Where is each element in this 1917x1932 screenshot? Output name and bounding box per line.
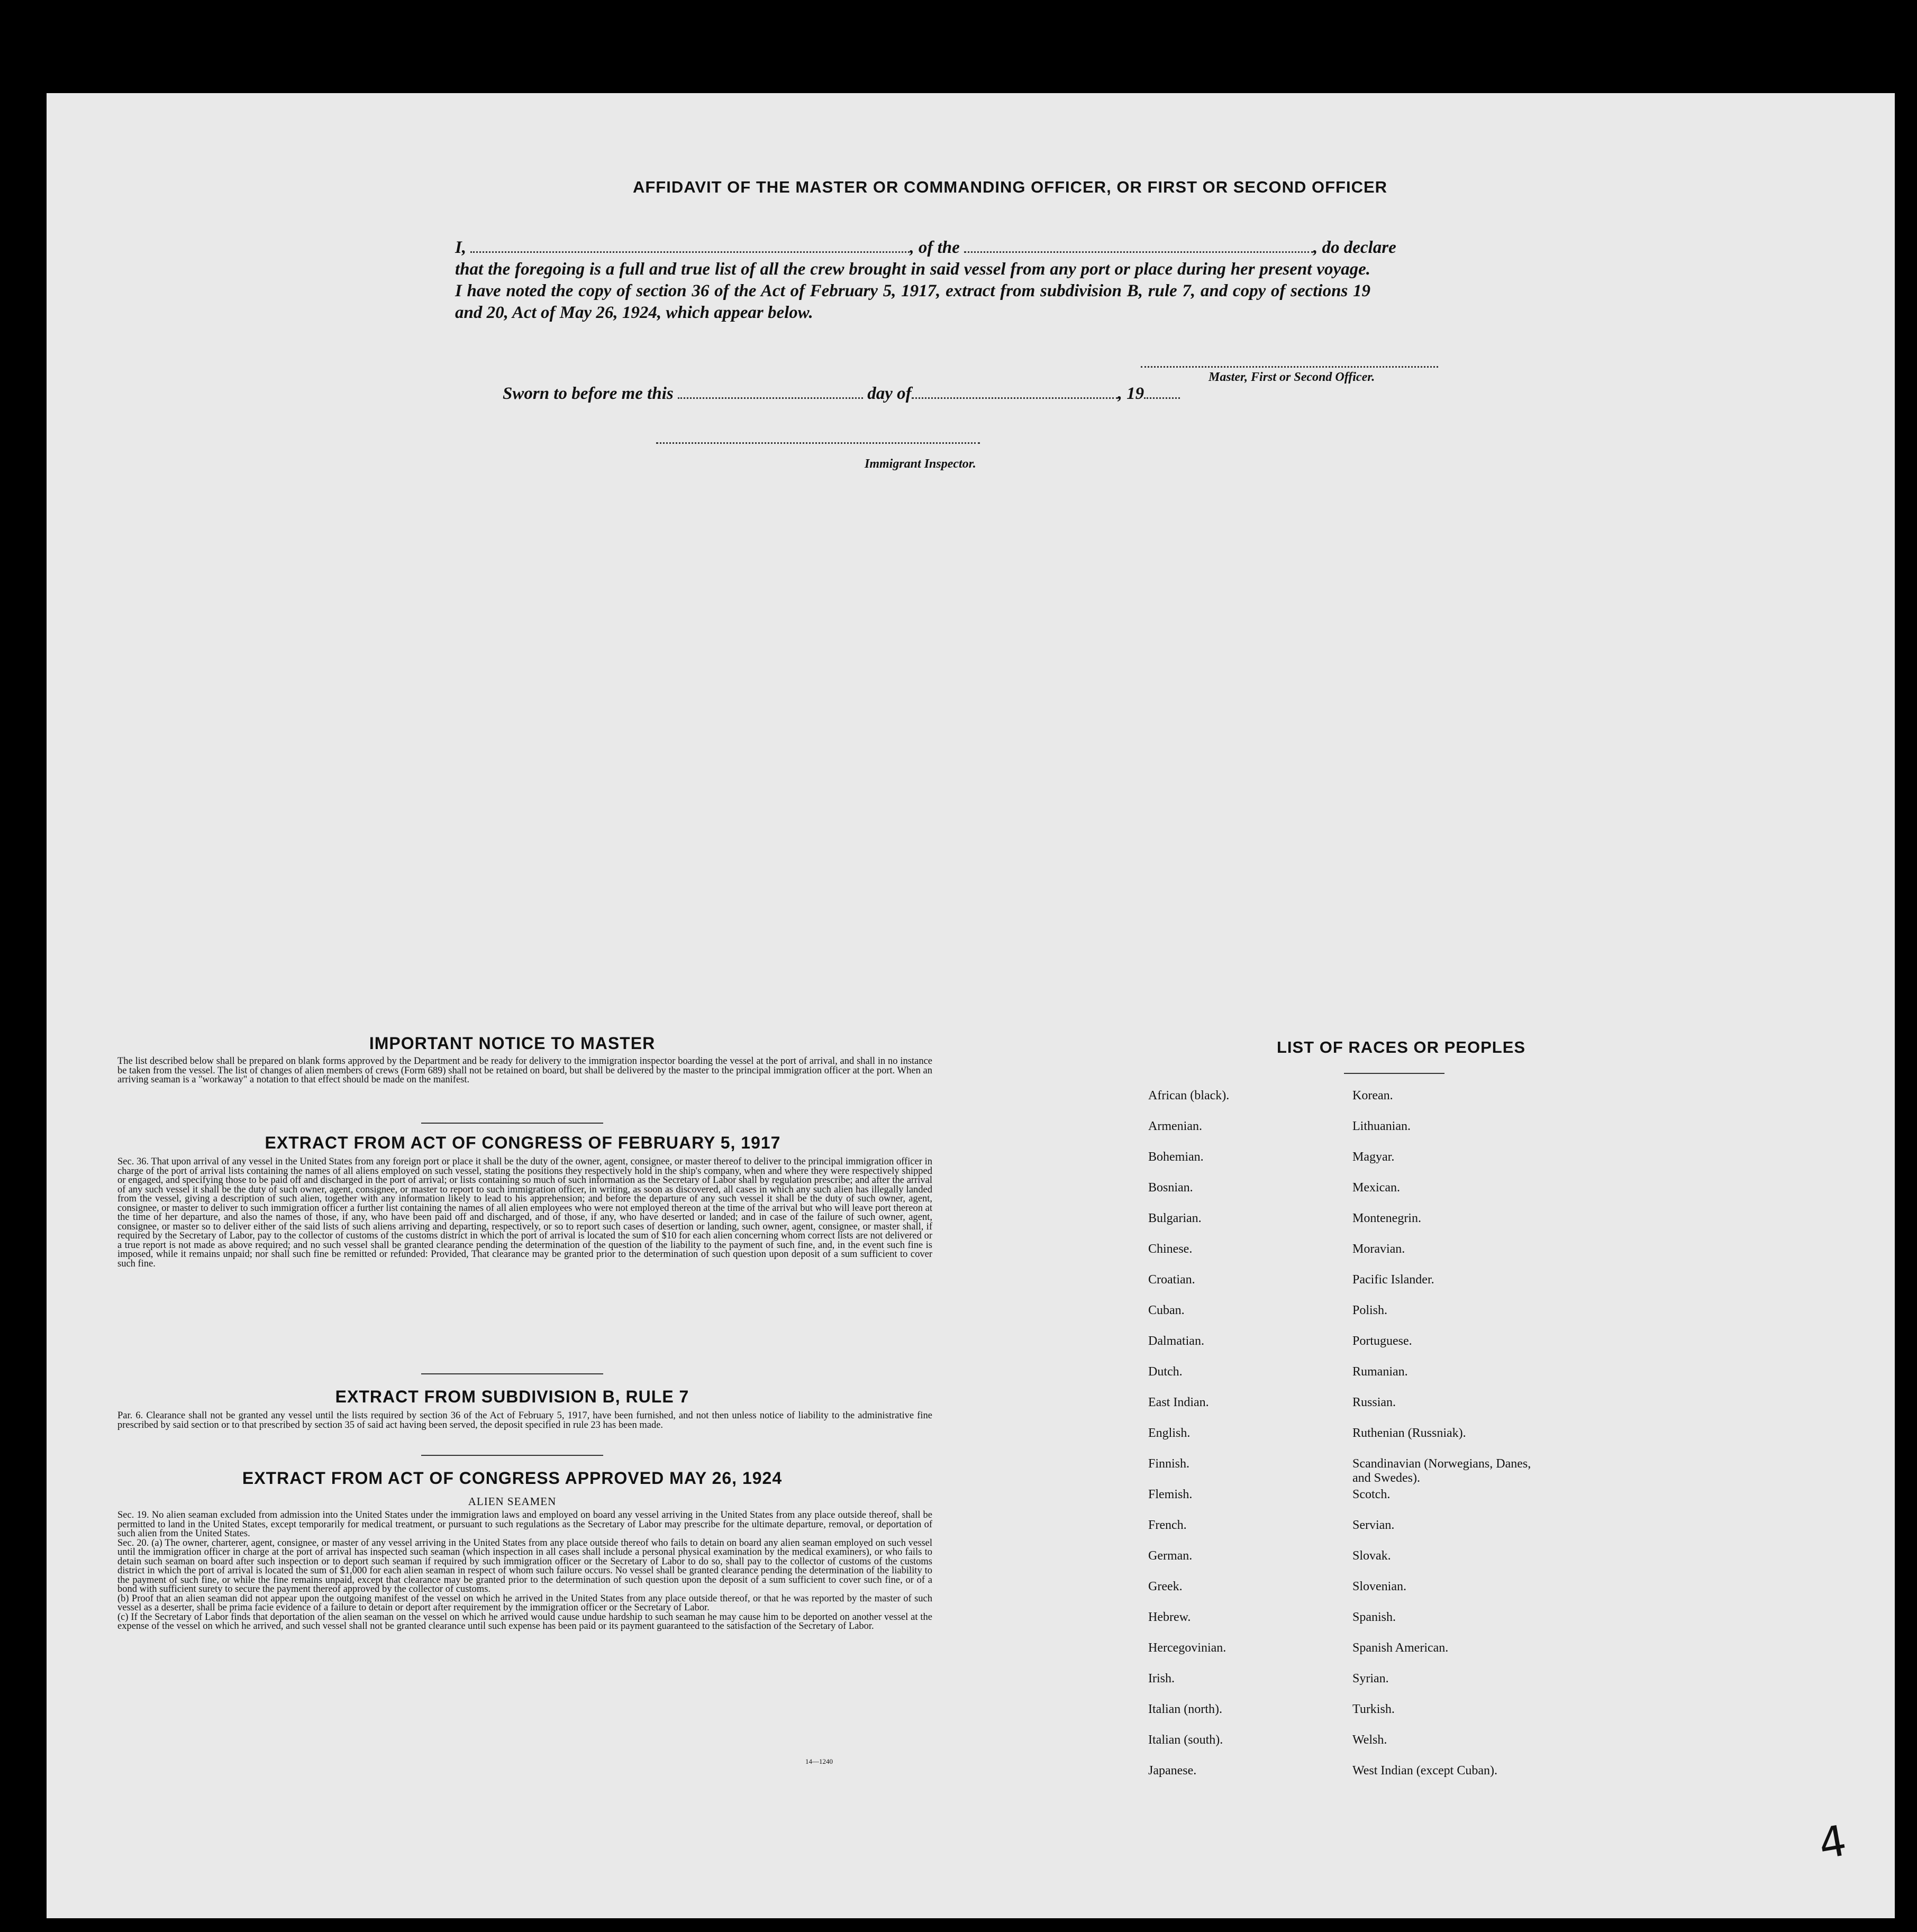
- race-item: Greek.: [1148, 1580, 1183, 1593]
- race-item: Slovenian.: [1352, 1580, 1406, 1593]
- sworn-label: Sworn to before me this: [503, 384, 674, 403]
- divider: [421, 1455, 603, 1456]
- rule7-text: Par. 6. Clearance shall not be granted any vessel until the lists required by section 36 of the Act of February 5, 1917, have been furnished, and not then unless notice of liability to the administrative fine prescribed by said section or to that prescribed by section 35 of said act having been served, the deposit specified in rule 23 has been made.: [117, 1410, 932, 1430]
- extract-1924-title: EXTRACT FROM ACT OF CONGRESS APPROVED MAY 26, 1924: [242, 1469, 783, 1488]
- race-item: Polish.: [1352, 1304, 1388, 1317]
- affidavit-title: AFFIDAVIT OF THE MASTER OR COMMANDING OFFICER, OR FIRST OR SECOND OFFICER: [632, 178, 1388, 196]
- race-item: Chinese.: [1148, 1242, 1193, 1256]
- race-item: Italian (north).: [1148, 1702, 1222, 1716]
- race-item: Flemish.: [1148, 1488, 1193, 1501]
- race-item: Montenegrin.: [1352, 1211, 1421, 1225]
- vessel-blank[interactable]: [964, 240, 1313, 253]
- extract-1917-text: Sec. 36. That upon arrival of any vessel in the United States from any foreign port or place it shall be the duty of the owner, agent, consignee, or master thereof to deliver to the principal immigration officer in charge of the port of arrival lists containing the names of all aliens employed on such vessel, stating the positions they respectively hold in the ship's company, when and where they were respectively shipped or engaged, and specifying those to be paid off and discharged in the port of arrival; or lists containing so much of such information as the Secretary of Labor shall by regulation prescribe; and after the arrival of any such vessel it shall be the duty of such owner, agent, consignee, or master to report to such immigration officer, in writing, as soon as discovered, all cases in which any such alien has illegally landed from the vessel, giving a description of such alien, together with any information likely to lead to his apprehension; and before the departure of any such vessel it shall be the duty of such owner, agent, consignee, or master to deliver to such immigration officer a further list containing the names of all alien employees who were not employed thereon at the time of the arrival but who will leave port thereon at the time of her departure, and also the names of those, if any, who have been paid off and discharged, and of those, if any, who have deserted or landed; and in case of the failure of such owner, agent, consignee, or master so to deliver either of the said lists of such aliens arriving and departing, respectively, or so to report such cases of desertion or landing, such owner, agent, consignee, or master shall, if required by the Secretary of Labor, pay to the collector of customs of the customs district in which the port of arrival is located the sum of $10 for each alien concerning whom correct lists are not delivered or a true report is not made as above required; and no such vessel shall be granted clearance pending the determination of the question of the liability to the payment of such fine, and, in the event such fine is imposed, while it remains unpaid; nor shall such fine be remitted or refunded: Provided, That clearance may be granted prior to the determination of such question upon deposit of a sum sufficient to cover such fine.: [117, 1156, 932, 1269]
- year-label: , 19: [1118, 384, 1144, 403]
- race-item: Pacific Islander.: [1352, 1273, 1434, 1287]
- race-item: Bulgarian.: [1148, 1211, 1202, 1225]
- race-item: French.: [1148, 1518, 1187, 1532]
- affidavit-declaration: [455, 237, 1396, 324]
- divider: [1344, 1073, 1444, 1074]
- race-item: German.: [1148, 1549, 1193, 1563]
- declaration-text: that the foregoing is a full and true list of all the crew brought in said vessel from any port or place during her present voyage. I have noted the copy of section 36 of the Act of February 5, 1917, extract from subdivision B, rule 7, and copy of sections 19 and 20, Act of May 26, 1924, which appear below.: [455, 260, 1370, 322]
- race-item: Italian (south).: [1148, 1733, 1223, 1747]
- divider: [421, 1373, 603, 1374]
- month-blank[interactable]: [912, 386, 1118, 399]
- race-item: Moravian.: [1352, 1242, 1405, 1256]
- race-item: Hercegovinian.: [1148, 1641, 1226, 1655]
- race-item: Slovak.: [1352, 1549, 1391, 1563]
- notice-title: IMPORTANT NOTICE TO MASTER: [369, 1034, 656, 1053]
- rule7-title: EXTRACT FROM SUBDIVISION B, RULE 7: [335, 1387, 689, 1406]
- i-label: I,: [455, 238, 467, 257]
- race-item: East Indian.: [1148, 1396, 1209, 1409]
- race-item: Magyar.: [1352, 1150, 1395, 1164]
- sec19-text: Sec. 19. No alien seaman excluded from admission into the United States under the immigration laws and employed on board any vessel arriving in the United States from any place outside thereof, shall be permitted to land in the United States, except temporarily for medical treatment, or pursuant to such regulations as the Secretary of Labor may prescribe for the ultimate departure, removal, or deportation of such alien from the United States.: [117, 1510, 932, 1539]
- sec20b-text: (b) Proof that an alien seaman did not appear upon the outgoing manifest of the vessel on which he arrived in the United States from any place outside thereof, or that he was reported by the master of such vessel as a deserter, shall be prima facie evidence of a failure to detain or deport after requirement by the immigration officer or the Secretary of Labor.: [117, 1593, 932, 1613]
- do-declare-label: , do declare: [1313, 238, 1396, 257]
- officer-signature-label: Master, First or Second Officer.: [1209, 370, 1375, 384]
- race-item: African (black).: [1148, 1089, 1230, 1102]
- sec20c-text: (c) If the Secretary of Labor finds that deportation of the alien seaman on the vessel on which he arrived would cause undue hardship to such seaman he may cause him to be deported on another vessel at the expense of the vessel on which he arrived, and such vessel shall not be granted clearance until such expense has been paid or its payment guaranteed to the satisfaction of the Secretary of Labor.: [117, 1611, 932, 1632]
- race-item: English.: [1148, 1426, 1191, 1440]
- notice-text: The list described below shall be prepared on blank forms approved by the Department and be ready for delivery to the immigration inspector boarding the vessel at the port of arrival, and shall in no instance be taken from the vessel. The list of changes of alien members of crews (Form 689) shall not be retained on board, but shall be delivered by the master to the principal immigration officer at the port. When an arriving seaman is a "workaway" a notation to that effect should be made on the manifest.: [117, 1056, 932, 1085]
- sworn-statement: [503, 384, 1180, 404]
- race-item: Spanish American.: [1352, 1641, 1449, 1655]
- year-blank[interactable]: [1144, 386, 1180, 399]
- race-item: Bosnian.: [1148, 1181, 1193, 1195]
- officer-signature-line[interactable]: [1141, 366, 1438, 368]
- race-item: Croatian.: [1148, 1273, 1195, 1287]
- race-item: Mexican.: [1352, 1181, 1400, 1195]
- race-item: Rumanian.: [1352, 1365, 1408, 1379]
- name-blank[interactable]: [470, 240, 910, 253]
- extract-1924-subtitle: ALIEN SEAMEN: [468, 1495, 557, 1508]
- race-item: Hebrew.: [1148, 1610, 1191, 1624]
- document-page: [47, 93, 1895, 1918]
- of-the-label: , of the: [910, 238, 960, 257]
- day-blank[interactable]: [678, 386, 863, 399]
- race-item: Dutch.: [1148, 1365, 1183, 1379]
- form-number: 14—1240: [805, 1757, 833, 1765]
- race-item: Japanese.: [1148, 1764, 1197, 1778]
- race-item: Servian.: [1352, 1518, 1395, 1532]
- divider: [421, 1123, 603, 1124]
- race-item: Armenian.: [1148, 1119, 1202, 1133]
- race-item: Russian.: [1352, 1396, 1396, 1409]
- page-mark: 4: [1815, 1816, 1850, 1869]
- race-item: Turkish.: [1352, 1702, 1395, 1716]
- inspector-label: Immigrant Inspector.: [865, 457, 976, 471]
- race-item: Bohemian.: [1148, 1150, 1204, 1164]
- race-item: Scotch.: [1352, 1488, 1391, 1501]
- extract-1924-body: [117, 1511, 932, 1632]
- race-item: Dalmatian.: [1148, 1334, 1204, 1348]
- race-item: Ruthenian (Russniak).: [1352, 1426, 1466, 1440]
- sec20a-text: Sec. 20. (a) The owner, charterer, agent, consignee, or master of any vessel arriving in the United States from any place outside thereof who fails to detain on board any alien seaman employed on such vessel until the immigration officer in charge at the port of arrival has inspected such seaman (which inspection in all cases shall include a personal physical examination by the medical examiners), or who fails to detain such seaman on board after such inspection or to deport such seaman if required by such immigration officer or the Secretary of Labor to do so, shall pay to the collector of customs of the customs district in which the port of arrival is located the sum of $1,000 for each alien seaman in respect of whom such failure occurs. No vessel shall be granted clearance pending the determination of the liability to the payment of such fine, or while the fine remains unpaid, except that clearance may be granted prior to the determination of such question upon the deposit of a sum sufficient to cover such fine, or of a bond with sufficient surety to secure the payment thereof approved by the collector of customs.: [117, 1537, 932, 1594]
- inspector-signature-line[interactable]: [656, 442, 980, 444]
- race-item: Lithuanian.: [1352, 1119, 1411, 1133]
- day-of-label: day of: [867, 384, 912, 403]
- race-item: Cuban.: [1148, 1304, 1185, 1317]
- race-item: Spanish.: [1352, 1610, 1396, 1624]
- race-item: Welsh.: [1352, 1733, 1387, 1747]
- extract-1917-title: EXTRACT FROM ACT OF CONGRESS OF FEBRUARY 5, 1917: [265, 1133, 781, 1152]
- race-item: Korean.: [1352, 1089, 1393, 1102]
- race-item: Syrian.: [1352, 1672, 1389, 1685]
- race-item: Portuguese.: [1352, 1334, 1412, 1348]
- race-item: Finnish.: [1148, 1457, 1190, 1471]
- race-item: Irish.: [1148, 1672, 1175, 1685]
- race-item: West Indian (except Cuban).: [1352, 1764, 1497, 1778]
- races-title: LIST OF RACES OR PEOPLES: [1276, 1038, 1526, 1056]
- race-item: Scandinavian (Norwegians, Danes, and Swedes).: [1352, 1457, 1531, 1485]
